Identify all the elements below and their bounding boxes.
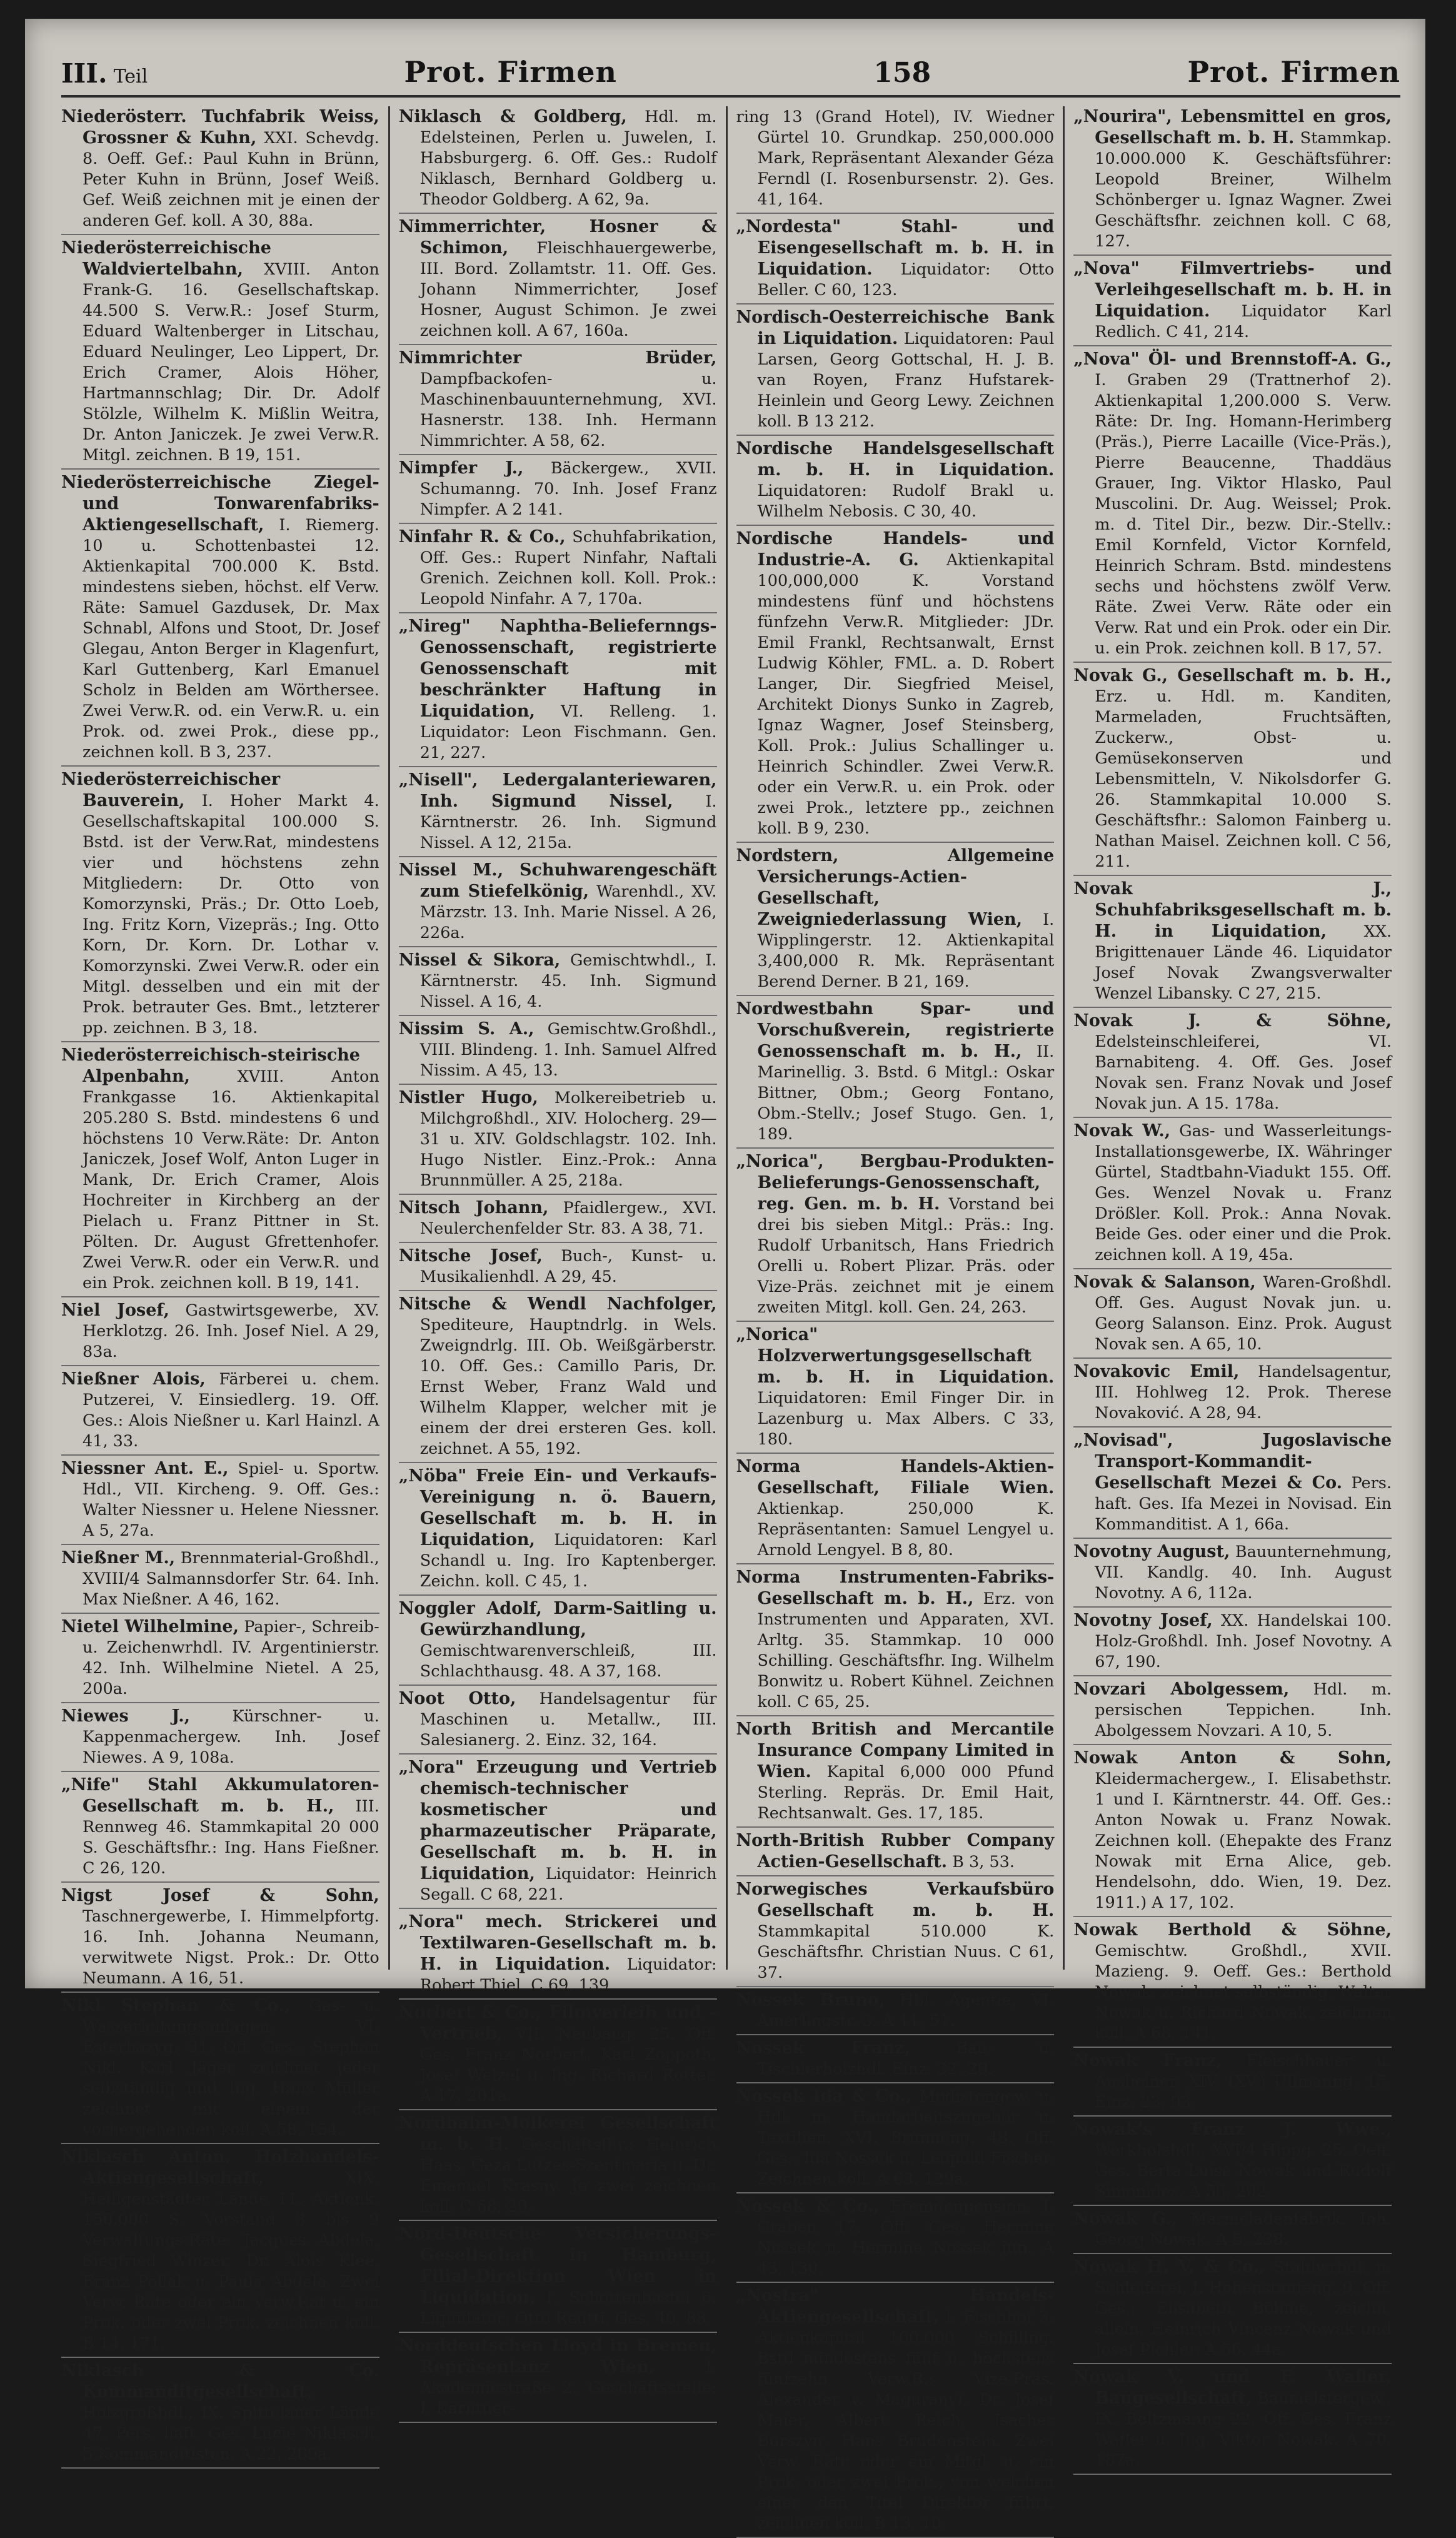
- firm-name: Novakovic Emil,: [1073, 1362, 1240, 1381]
- firm-name: Nordisch-Oesterreichische Bank in Liquidation.: [736, 308, 1055, 348]
- firm-name: Nordische Handelsgesellschaft m. b. H. in Liquidation.: [736, 439, 1055, 480]
- firm-details: VI. Relleng. 1. Liquidator: Leon Fischmann. Gen. 21, 227.: [419, 702, 717, 762]
- firm-name: „Nostra" Handels-Aktiengesellschaft,: [736, 2286, 1055, 2327]
- firm-details: Gemischtwhdl., I. Kärntnerstr. 45. Inh. Sigmund Nissel. A 16, 4.: [419, 951, 717, 1011]
- firm-details: Baumeistergew., IX. Boltzmanng 22. Off. Ges. Franz Wafler u. Ing. Viktor Nowak. A 70, 187a.: [1095, 2389, 1392, 2470]
- directory-entry: [61, 1458, 379, 1545]
- firm-details: Fleischhauergewerbe, III. Bord. Zollamtstr. 11. Off. Ges. Johann Nimmerrichter, Josef Hosner, August Schimon. Je zwei zeichnen koll. A 67, 160a.: [419, 239, 717, 340]
- firm-name: Nitsch Johann,: [398, 1198, 549, 1217]
- firm-name: Niederösterreichischer Bauverein,: [61, 770, 281, 810]
- firm-name: Niederösterreichische Ziegel- und Tonwarenfabriks-Aktiengesellschaft,: [61, 473, 379, 535]
- directory-entry: [399, 860, 717, 947]
- firm-details: Warenhdl., XV. Märzstr. 13. Inh. Marie Nissel. A 26, 226a.: [419, 882, 717, 942]
- firm-details: I. Hoher Markt 4. Gesellschaftskapital 100.000 S. Bstd. ist der Verw.Rat, mindestens vier und höchstens zehn Mitgliedern: Dr. Otto von Komorzynski, Präs.; Dr. Otto Loeb, Ing. Fritz Korn, Vizepräs.; Ing. Otto Korn, Dr. Korn. Dr. Lothar v. Komorzynski. Zwei Verw.R. oder ein Mitgl. desselben und ein mit der Prok. betrauter Ges. Bmt., letzterer pp. zeichnen. B 3, 18.: [83, 792, 379, 1037]
- firm-name: Norddeutschen Lloyd in Bremen, Repräsentanz Wien,: [398, 2336, 717, 2377]
- firm-name: Nowak Franz,: [1073, 2051, 1222, 2070]
- directory-entry: [736, 307, 1055, 436]
- column-3: [726, 106, 1063, 2533]
- directory-entry: [399, 2002, 717, 2110]
- directory-entry: [736, 1990, 1055, 2035]
- firm-details: Werkholzhdl., XVI/4 Hippg. 25. Oeff. Ges. Berta Luise Nowak und Rudolf Simonides. A 56, 202.: [1095, 2141, 1392, 2201]
- firm-name: Noot Otto,: [398, 1689, 516, 1708]
- firm-details: I. Akademiestraße 2. Geschäftsstelle: I. Kärntner-: [419, 2358, 717, 2418]
- firm-details: B 3, 53.: [952, 1853, 1015, 1871]
- firm-name: „Nisell", Ledergalanteriewaren, Inh. Sigmund Nissel,: [398, 770, 717, 811]
- directory-entry: [1073, 1120, 1392, 1269]
- directory-entry: [1073, 1541, 1392, 1608]
- firm-details: VII. Neubaug. 25. Off. Ges. Franz Norbert, Karl Zoppoth, Josef Welzel u. Ing. Richard Rotter. A 17, 201a.: [419, 2025, 717, 2105]
- firm-details: Hdl. m. Edelsteinen, Perlen u. Juwelen, I. Habsburgerg. 6. Off. Ges.: Rudolf Niklasch, Bernhard Goldberg u. Theodor Goldberg. A 62, 9a.: [419, 108, 717, 209]
- firm-details: III. Rennweg 46. Stammkapital 20 000 S. Geschäftsfhr.: Ing. Hans Fießner. C 26, 120.: [83, 1797, 379, 1878]
- firm-details: Dampfbackofen- u. Maschinenbauunternehmung, XVI. Hasnerstr. 138. Inh. Hermann Nimmrichter. A 58, 62.: [419, 370, 717, 450]
- directory-entry: [399, 1246, 717, 1291]
- firm-details: Stammkapital 510.000 K. Geschäftsfhr. Christian Nuus. C 61, 37.: [757, 1922, 1055, 1982]
- firm-name: Niklasch Anton, Holzhandels-Aktiengesellschaft,: [61, 2147, 379, 2188]
- firm-details: Gastwirtsgewerbe, XV. Herklotzg. 26. Inh. Josef Niel. A 29, 83a.: [83, 1301, 379, 1361]
- firm-name: Norbert & Co., Filmverleih und -Vertrieb,: [398, 2003, 717, 2043]
- directory-entry: [736, 1456, 1055, 1564]
- right-running-title: Prot. Firmen: [1187, 55, 1400, 89]
- firm-name: Niewes J.,: [61, 1706, 191, 1726]
- directory-entry: [61, 769, 379, 1042]
- firm-details: XVIII. Anton Frank-G. 16. Gesellschaftskap. 44.500 S. Verw.R.: Josef Sturm, Eduard Waltenberger in Litschau, Eduard Neulinger, Leo Lippert, Dr. Erich Cramer, Alois Höher, Hartmannschlag; Dir. Dr. Adolf Stölzle, Wilhelm K. Mißlin Weitra, Dr. Anton Janiczek. Je zwei Verw.R. Mitgl. zeichnen. B 19, 151.: [83, 260, 379, 465]
- firm-details: Bau- u. Tischlerholzhdl. Einz. 32. 20.: [757, 2039, 1055, 2078]
- firm-name: Nimmrichter Brüder,: [398, 348, 717, 368]
- document-page: [25, 19, 1425, 2533]
- firm-details: Liquidatoren: Karl Schandl u. Ing. Iro Kaptenberger. Zeichn. koll. C 45, 1.: [419, 1531, 717, 1591]
- firm-name: „Nova" Öl- und Brennstoff-A. G.,: [1073, 350, 1392, 369]
- firm-name: Norwegisches Verkaufsbüro Gesellschaft m. b. H.: [736, 1880, 1055, 1920]
- firm-details: Modistengew. u. Hdl. m. Handarbeitszugehör u. Textilien, XVI. Brunneng. 48. Off. Ges.: Ida Nossek u. Leopold Fischer. Zeichnen koll. A 63, 129a.: [757, 2087, 1055, 2188]
- firm-name: Niklasch & Co. Kommanditgesellschaft,: [61, 2361, 379, 2402]
- directory-entry: [399, 770, 717, 857]
- firm-details: Spiel- u. Sportw. Hdl., VII. Kircheng. 9. Off. Ges.: Walter Niessner u. Helene Niessner. A 5, 27a.: [83, 1459, 379, 1540]
- directory-entry: [736, 528, 1055, 843]
- firm-details: Fleischhauer u. Ausbeiner, XIV. (XV.) Ullmanng. 15. Einz. 23, 93.: [1095, 2052, 1392, 2112]
- firm-details: Aktienkap. 250,000 K. Repräsentanten: Samuel Lengyel u. Arnold Lengyel. B 8, 80.: [757, 1499, 1055, 1559]
- firm-details: Geschäftsfhr.: Heinrich Haas, Geza Lutzes-Szentmaria u. Dr. Emanuel Krasny. Je zwei zeichnen koll. C 68, 29.: [419, 2135, 717, 2216]
- firm-name: Nordwestbahn Spar- und Vorschußverein, registrierte Genossenschaft m. b. H.,: [736, 999, 1055, 1061]
- firm-details: I. Graben 29 (Trattnerhof 2). Aktienkapital 1,200.000 S. Verw. Räte: Dr. Ing. Homann-Herimberg (Präs.), Pierre Lacaille (Vice-Präs.), Pierre Beaucenne, Thaddäus Grauer, Ing. Viktor Hlasko, Paul Muscolini. Dr. Aug. Weissel; Prok. m. d. Titel Dir., bezw. Dir.-Stellv.: Emil Kornfeld, Victor Kornfeld, Heinrich Schram. Bstd. mindestens sechs und höchstens zwölf Verw. Räte. Zwei Verw. Räte oder ein Verw. Rat und ein Prok. oder ein Dir. u. ein Prok. zeichnen koll. B 17, 57.: [1095, 371, 1392, 658]
- firm-name: „Nourira", Lebensmittel en gros, Gesellschaft m. b. H.: [1073, 107, 1392, 148]
- firm-details: Holzgroßhdl., IX. Spittelauer Lände 47. Pers. haft. Ges. Lucie Niklasch. 5 Kommanditisten. A 22, 289a.: [83, 2404, 379, 2464]
- firm-name: Ninfahr R. & Co.,: [398, 527, 566, 546]
- firm-name: Nossek & Co.,: [736, 2197, 880, 2216]
- directory-entry: [399, 216, 717, 345]
- firm-details: Kapital 6,000 000 Pfund Sterling. Repräs. Dr. Emil Hait, Rechtsanwalt. Ges. 17, 185.: [757, 1763, 1055, 1823]
- firm-details: XX. Brigittenauer Lände 46. Liquidator Josef Novak Zwangsverwalter Wenzel Libansky. C 27, 215.: [1095, 922, 1392, 1003]
- directory-entry: [399, 526, 717, 613]
- firm-name: Norma Instrumenten-Fabriks-Gesellschaft m. b. H.,: [736, 1568, 1055, 1608]
- directory-entry: [61, 1885, 379, 1993]
- directory-entry: [1073, 1361, 1392, 1428]
- firm-name: Nord-Deutsche Versicherungs-Gesellschaft in Hamburg, Filial-Direktion Wien in Liquidation,: [398, 2224, 717, 2307]
- firm-name: Nitsche Josef,: [398, 1246, 543, 1266]
- firm-name: Novak & Salanson,: [1073, 1272, 1256, 1292]
- directory-entry: [399, 616, 717, 767]
- firm-name: Niederösterr. Tuchfabrik Weiss, Grossner & Kuhn,: [61, 107, 379, 148]
- section-marker: [61, 58, 148, 89]
- firm-details: Aktienkapital 100,000,000 K. Vorstand mindestens fünf und höchstens fünfzehn Verw.R. Mitglieder: JDr. Emil Frankl, Rechtsanwalt, Ernst Ludwig Köhler, FML. a. D. Robert Langer, Dir. Siegfried Meisel, Architekt Dionys Sunko in Zagreb, Ignaz Wagner, Josef Steinsberg, Koll. Prok.: Julius Schallinger u. Heinrich Schindler. Zwei Verw.R. oder ein Verw.R. u. ein Prok. oder zwei Prok., letztere pp., zeichnen koll. B 9, 230.: [757, 551, 1055, 838]
- directory-entry: [1073, 2050, 1392, 2117]
- directory-entry: [1073, 665, 1392, 876]
- firm-details: I. Wipplingerstr. 12. Aktienkapital 3,400,000 R. Mk. Repräsentant Berend Derner. B 21, 169.: [757, 910, 1055, 991]
- section-suffix: Teil: [113, 66, 148, 88]
- column-1: [61, 106, 388, 2464]
- directory-entry: [736, 999, 1055, 1149]
- firm-details: I. Kärntnerstr. 26. Inh. Sigmund Nissel. A 12, 215a.: [419, 792, 717, 852]
- firm-details: Taschnergewerbe, I. Himmelpfortg. 16. Inh. Johanna Neumann, verwitwete Nigst. Prok.: Dr. Otto Neumann. A 16, 51.: [83, 1907, 379, 1988]
- firm-details: Hbl. Agentie, VI. Amerlingstr. 3. A 11, 51.: [757, 1991, 1055, 2030]
- section-number: III.: [61, 58, 108, 89]
- directory-entry: [1073, 1610, 1392, 1676]
- firm-name: „Nireg" Naphtha-Beliefernngs-Genossenschaft, registrierte Genossenschaft mit beschränkter Haftung in Liquidation,: [398, 617, 717, 721]
- firm-name: Nowak V. und F. Wafler, Baugesellschaft,: [1073, 2367, 1392, 2408]
- directory-entry: [399, 1087, 717, 1195]
- column-2: [388, 106, 726, 2418]
- firm-name: Noggler Adolf, Darm-Saitling u. Gewürzhandlung,: [398, 1599, 717, 1639]
- directory-entry: [736, 2285, 1055, 2538]
- firm-name: Nordbahn-Molkerei Gesellschaft m. b. H.: [398, 2113, 717, 2154]
- firm-name: Nießner M.,: [61, 1548, 176, 1568]
- directory-entry: [1073, 1430, 1392, 1539]
- directory-entry: [399, 1197, 717, 1243]
- firm-details: Stahlwrhdl. u. Schleiferei, I. Hohenstaufeng. 9. Off. Ges.: Elisabeth Böhme, zeichn. allein, Heinrich Vincenz Nowak und Josef Pichler. A 56, 44a.: [1095, 2258, 1392, 2359]
- firm-name: Niederösterreichische Waldviertelbahn,: [61, 238, 271, 279]
- firm-name: Niklasch & Goldberg,: [398, 107, 627, 126]
- firm-name: Nossek Ida & Co.,: [736, 2087, 912, 2106]
- firm-details: Stammkap. 10.000.000 K. Geschäftsführer: Leopold Breiner, Wilhelm Schönberger u. Ignaz Wagner. Zwei Geschäftsfhr. zeichnen koll. C 68, 127.: [1095, 129, 1392, 251]
- firm-details: Gemischtw. Großhdl., XVII. Mazieng. 9. Oeff. Ges.: Berthold Nowak, zeichnet selbständig. Walter Nowak u. Richard Nowak, zeichnen koll. A 68, 141.: [1095, 1941, 1392, 2043]
- firm-details: Erz. u. Hdl. m. Kanditen, Marmeladen, Fruchtsäften, Zuckerw., Obst- u. Gemüsekonserven und Lebensmitteln, V. Nikolsdorfer G. 26. Stammkapital 10.000 S. Geschäftsfhr.: Salomon Fainberg u. Nathan Maisel. Zeichnen koll. C 56, 211.: [1095, 687, 1392, 871]
- firm-name: Novak J., Schuhfabriksgesellschaft m. b. H. in Liquidation,: [1073, 879, 1392, 941]
- directory-entry: [736, 1151, 1055, 1322]
- firm-name: Nimmerrichter, Hosner & Schimon,: [398, 217, 717, 258]
- directory-entry: [399, 1466, 717, 1596]
- firm-details: Liquidatoren: Emil Finger Dir. in Lazenburg u. Max Albers. C 33, 180.: [757, 1389, 1055, 1449]
- directory-entry: [1073, 1920, 1392, 2048]
- directory-entry: [736, 2196, 1055, 2283]
- directory-entry: [1073, 1748, 1392, 1917]
- firm-name: Niessner Ant. E.,: [61, 1459, 229, 1478]
- directory-entry: [736, 1830, 1055, 1876]
- firm-name: Nowak Berthold & Söhne,: [1073, 1920, 1392, 1940]
- directory-entry: [399, 2335, 717, 2423]
- directory-entry: [1073, 2257, 1392, 2364]
- directory-entry: [399, 1911, 717, 2000]
- firm-name: Nowak H. V. & Co.,: [1073, 2257, 1265, 2277]
- directory-entry: [61, 238, 379, 470]
- firm-name: „Norica", Bergbau-Produkten-Belieferungs-Genossenschaft, reg. Gen. m. b. H.: [736, 1152, 1055, 1214]
- firm-details: Liquidator: Heinrich Segall. C 68, 221.: [419, 1865, 717, 1904]
- directory-entry: [61, 1995, 379, 2144]
- firm-details: Edelsteinschleiferei, VI. Barnabiteng. 4. Off. Ges. Josef Novak sen. Franz Novak und Josef Novak jun. A 15. 178a.: [1095, 1032, 1392, 1113]
- directory-entry: [1073, 1272, 1392, 1359]
- directory-entry: [399, 1688, 717, 1755]
- firm-details: Spediteure, Hauptndrlg. in Wels. Zweigndrlg. III. Ob. Weißgärberstr. 10. Off. Ges.: Camillo Paris, Dr. Ernst Weber, Franz Wald und Wilhelm Klapper, welcher mit je einem der drei ersteren Ges. koll. zeichnet. A 55, 192.: [419, 1316, 717, 1458]
- firm-name: Nossek Franz,: [736, 2038, 910, 2058]
- firm-details: Molkereibetrieb u. Milchgroßhdl., XIV. Holocherg. 29—31 u. XIV. Goldschlagstr. 102. Inh. Hugo Nistler. Einz.-Prok.: Anna Brunnmüller. A 25, 218a.: [419, 1089, 717, 1190]
- directory-entry: [1073, 349, 1392, 663]
- firm-details: Pfaidlergew., XVI. Neulerchenfelder Str. 83. A 38, 71.: [419, 1199, 717, 1238]
- directory-entry: [399, 950, 717, 1016]
- firm-details: Liquidatoren: Rudolf Brakl u. Wilhelm Nebosis. C 30, 40.: [757, 481, 1055, 521]
- firm-details: XVIII. Anton Frankgasse 16. Aktienkapital 205.280 S. Bstd. mindestens 6 und höchstens 10 Verw.Räte: Dr. Anton Janiczek, Josef Wolf, Anton Luger in Mank, Dr. Erich Cramer, Alois Hochreiter in Kirchberg an der Pielach u. Franz Pittner in St. Pölten. Dr. August Gfrettenhofer. Zwei Verw.R. oder ein Verw.R. und ein Prok. zeichnen koll. B 19, 141.: [83, 1067, 379, 1292]
- directory-entry: [399, 2223, 717, 2333]
- firm-details: I. Fischhof 3. Aktienkapital 100.000 Schilling. Bstd mindestens fünf u. höchstens fünfzehn Verw.R.: Vize-Präs. Alexander v. Maguranyi, Dr. Josef Maier, Albert Reich, Isacher Burszyn, Hans Brudenstein. Zwei Verw. Räte oder ein Mitgl. u. ein Prok. oder zwei Prok., von welchen einer den Titel Direktor führt, zeichnen koll. B 13, 10.: [757, 2308, 1055, 2533]
- firm-details: I. Schottenbastei 6. Liquidator: Otto Reutti, Ges. 40, 88.: [419, 2289, 717, 2328]
- firm-name: „Norica" Holzverwertungsgesellschaft m. b. H. in Liquidation.: [736, 1325, 1055, 1387]
- firm-name: Nossek Bruno,: [736, 1990, 885, 2010]
- firm-name: Nigst Josef & Sohn,: [61, 1886, 379, 1905]
- directory-entry: [736, 1879, 1055, 1987]
- firm-details: XXI. Schevdg. 8. Oeff. Gef.: Paul Kuhn in Brünn, Peter Kuhn in Brünn, Josef Weiß. Gef. Weiß zeichnen mit je einen der anderen Gef. koll. A 30, 88a.: [83, 129, 379, 230]
- directory-entry: [399, 1294, 717, 1463]
- firm-name: Nissel & Sikora,: [398, 950, 561, 970]
- firm-name: North-British Rubber Company Actien-Gesellschaft.: [736, 1831, 1055, 1871]
- directory-entry: [61, 2147, 379, 2358]
- firm-details: Kleidermachergew., I. Elisabethstr. 1 und I. Kärntnerstr. 44. Off. Ges.: Anton Nowak u. Franz Nowak. Zeichnen koll. (Ehepakte des Franz Nowak mit Erna Alice, geb. Hendelsohn, ddo. Wien, 19. Dez. 1911.) A 17, 102.: [1095, 1770, 1392, 1912]
- directory-entry: [399, 1598, 717, 1686]
- firm-name: Nießner Alois,: [61, 1369, 206, 1389]
- directory-entry: [1073, 106, 1392, 256]
- directory-entry: [736, 1324, 1055, 1454]
- directory-entry: [1073, 1010, 1392, 1118]
- firm-name: Novotny Josef,: [1073, 1611, 1213, 1630]
- firm-details: Gas- und Wasserleitungs-Installationsgewerbe, IX. Währinger Gürtel, Stadtbahn-Viadukt 155. Off. Ges. Wenzel Novak u. Franz Drößler. Koll. Prok.: Anna Novak. Beide Ges. oder einer und die Prok. zeichnen koll. A 19, 45a.: [1095, 1122, 1392, 1264]
- firm-details: Brennmaterial-Großhdl., XVIII/4 Salmannsdorfer Str. 64. Inh. Max Nießner. A 46, 162.: [83, 1549, 379, 1609]
- firm-name: Novak W.,: [1073, 1121, 1171, 1141]
- directory-entry: [736, 2038, 1055, 2083]
- firm-details: Liquidatoren: Paul Larsen, Georg Gottschal, H. J. B. van Royen, Franz Hufstarek-Heinlein und Georg Lewy. Zeichnen koll. B 13 212.: [757, 330, 1055, 431]
- directory-columns: [61, 106, 1400, 2533]
- directory-entry: [736, 106, 1055, 214]
- column-4: [1063, 106, 1400, 2470]
- directory-entry: [736, 845, 1055, 996]
- firm-name: „Nora" mech. Strickerei und Textilwaren-Gesellschaft m. b. H. in Liquidation.: [398, 1912, 717, 1974]
- directory-entry: [1073, 879, 1392, 1008]
- directory-entry: [1073, 2119, 1392, 2206]
- firm-name: „Novisad", Jugoslavische Transport-Kommandit-Gesellschaft Mezei & Co.: [1073, 1431, 1392, 1493]
- firm-details: Marmeladenfabrik. Inh. Georg Nowak. A 5, 238.: [1095, 2210, 1392, 2249]
- firm-details: XX. Handelskai 100. Holz-Großhdl. Inh. Josef Novotny. A 67, 190.: [1095, 1611, 1392, 1671]
- directory-entry: [1073, 258, 1392, 346]
- firm-name: Nordstern, Allgemeine Versicherungs-Actien-Gesellschaft, Zweigniederlassung Wien,: [736, 846, 1055, 929]
- firm-name: Nissel M., Schuhwarengeschäft zum Stiefelkönig,: [398, 860, 717, 901]
- firm-name: Niederösterreichisch-steirische Alpenbahn,: [61, 1045, 360, 1086]
- firm-name: Norma Handels-Aktien-Gesellschaft, Filiale Wien.: [736, 1457, 1055, 1498]
- firm-name: North British and Mercantile Insurance Company Limited in Wien.: [736, 1720, 1055, 1781]
- directory-entry: [736, 438, 1055, 526]
- directory-entry: [61, 1706, 379, 1772]
- firm-details: Buch-, Kunst- u. Musikalienhdl. A 29, 45.: [419, 1247, 717, 1286]
- directory-entry: [736, 216, 1055, 305]
- firm-details: Schuhfabrikation, Off. Ges.: Rupert Ninfahr, Naftali Grenich. Zeichnen koll. Koll. Prok.: Leopold Ninfahr. A 7, 170a.: [419, 528, 717, 608]
- directory-entry: [61, 1369, 379, 1456]
- firm-details: Handelsagentur für Maschinen u. Metallw., III. Salesianerg. 2. Einz. 32, 164.: [419, 1689, 717, 1750]
- firm-name: „Nöba" Freie Ein- und Verkaufs-Vereinigung n. ö. Bauern, Gesellschaft m. b. H. in Liquidation,: [398, 1466, 717, 1549]
- directory-entry: [399, 348, 717, 455]
- firm-name: Novzari Abolgessem,: [1073, 1679, 1290, 1699]
- directory-entry: [1073, 1679, 1392, 1745]
- directory-entry: [399, 1757, 717, 1909]
- firm-details: Papier-, Schreib- u. Zeichenwrhdl. IV. Argentinierstr. 42. Inh. Wilhelmine Nietel. A 25, 200a.: [83, 1618, 379, 1698]
- directory-entry: [399, 106, 717, 214]
- directory-entry: [1073, 2367, 1392, 2475]
- firm-name: Novak G., Gesellschaft m. b. H.,: [1073, 666, 1392, 685]
- firm-details: Liquidator: Otto Beller. C 60, 123.: [757, 260, 1055, 300]
- firm-name: Nowak G.,: [1073, 2209, 1178, 2228]
- directory-entry: [736, 1719, 1055, 1828]
- firm-name: „Nife" Stahl Akkumulatoren-Gesellschaft m. b. H.,: [61, 1775, 379, 1816]
- directory-entry: [61, 1616, 379, 1703]
- firm-name: Nietel Wilhelmine,: [61, 1617, 239, 1636]
- firm-name: „Nordesta" Stahl- und Eisengesellschaft m. b. H. in Liquidation.: [736, 217, 1055, 279]
- directory-entry: [61, 1775, 379, 1883]
- firm-name: „Nora" Erzeugung und Vertrieb chemisch-technischer kosmetischer und pharmazeutischer Präparate, Gesellschaft m. b. H. in Liquidation,: [398, 1758, 717, 1883]
- firm-details: Pers. haft. Ges. Ifa Mezei in Novisad. Ein Kommanditist. A 1, 66a.: [1095, 1474, 1392, 1534]
- page-number: 158: [873, 57, 931, 89]
- directory-entry: [1073, 2208, 1392, 2254]
- firm-details: XIX. Heiligenstädter Lände 11. Aktienk. 150.000 S. Vorstand 3 bis 9 Verwaltungs-Räte: Jacques Abdela, Siegfried Winzer, Dr. Alois Klee, Franz Pollak u. Paula Abdela. Zwei Verw. Räte oder ein Verw.Rat u. ein Prok. oder zwei Prok. zeichnen koll. B 14, 171.: [83, 2169, 379, 2353]
- firm-name: Novak J. & Söhne,: [1073, 1011, 1392, 1030]
- firm-details: Fremdenpension, I. Graben 17. Off. Ges. Hermine Nossek u. Hermine Nossek jun. A 43, 130.: [757, 2197, 1055, 2278]
- firm-details: I. Riemerg. 10 u. Schottenbastei 12. Aktienkapital 700.000 K. Bstd. mindestens sieben, höchst. elf Verw. Räte: Samuel Gazdusek, Dr. Max Schnabl, Alfons und Stoot, Dr. Josef Glegau, Anton Berger in Klagenfurt, Karl Guttenberg, Karl Emanuel Scholz in Belden am Wörthersee. Zwei Verw.R. od. ein Verw.R. u. ein Prok. od. zwei Prok., diese pp., zeichnen koll. B 3, 237.: [83, 516, 379, 762]
- firm-name: Nimpfer J.,: [398, 458, 524, 478]
- firm-details: II. Marinellig. 3. Bstd. 6 Mitgl.: Oskar Bittner, Obm.; Georg Fontano, Obm.-Stellv.; Josef Stugo. Gen. 1, 189.: [757, 1042, 1055, 1144]
- firm-details: Liquidator Karl Redlich. C 41, 214.: [1095, 302, 1392, 341]
- firm-name: Nordische Handels- und Industrie-A. G.: [736, 529, 1055, 570]
- firm-details: Gemischtw.Großhdl., VIII. Blindeng. 1. Inh. Samuel Alfred Nissim. A 45, 13.: [419, 1020, 717, 1080]
- firm-details: Liquidator: Robert Thiel. C 69, 139.: [419, 1955, 717, 1995]
- firm-details: Bauunternehmung, VII. Kandlg. 40. Inh. August Novotny. A 6, 112a.: [1095, 1543, 1392, 1603]
- firm-name: Niel Josef,: [61, 1301, 169, 1320]
- firm-details: Gemischtwarenverschleiß, III. Schlachthausg. 48. A 37, 168.: [419, 1641, 717, 1681]
- directory-entry: [399, 2113, 717, 2221]
- firm-details: ring 13 (Grand Hotel), IV. Wiedner Gürtel 10. Grundkap. 250,000.000 Mark, Repräsentant Alexander Géza Ferndl (I. Rosenbursenstr. 2). Ges. 41, 164.: [736, 108, 1055, 209]
- left-running-title: Prot. Firmen: [404, 55, 618, 89]
- directory-entry: [736, 2086, 1055, 2193]
- directory-entry: [61, 2360, 379, 2469]
- directory-entry: [61, 1045, 379, 1297]
- firm-name: Nowak Anton & Sohn,: [1073, 1748, 1392, 1768]
- directory-entry: [736, 1567, 1055, 1716]
- directory-entry: [61, 472, 379, 767]
- firm-details: Waren-Großhdl. Off. Ges. August Novak jun. u. Georg Salanson. Einz. Prok. August Novak sen. A 65, 10.: [1095, 1273, 1392, 1354]
- firm-name: Novotny August,: [1073, 1542, 1230, 1561]
- directory-entry: [399, 1019, 717, 1085]
- directory-entry: [61, 1548, 379, 1614]
- firm-details: Vorstand bei drei bis sieben Mitgl.: Präs.: Ing. Rudolf Urbanitsch, Hans Friedrich Orelli u. Robert Plizar. Präs. oder Vize-Präs. zeichnet mit je einem zweiten Mitgl. koll. Gen. 24, 263.: [757, 1195, 1055, 1317]
- firm-name: Nissim S. A.,: [398, 1019, 535, 1039]
- firm-details: Hdl. m. persischen Teppichen. Inh. Abolgessem Novzari. A 10, 5.: [1095, 1680, 1392, 1740]
- firm-details: Handelsagentur, III. Hohlweg 12. Prok. Therese Novaković. A 28, 94.: [1095, 1362, 1392, 1423]
- firm-name: „Nova" Filmvertriebs- und Verleihgesellschaft m. b. H. in Liquidation.: [1073, 259, 1392, 321]
- firm-name: Nitsche & Wendl Nachfolger,: [398, 1294, 717, 1314]
- firm-name: Nowak's Franz J. Wwe.,: [1073, 2120, 1392, 2139]
- directory-entry: [61, 106, 379, 235]
- firm-details: Färberei u. chem. Putzerei, V. Einsiedlerg. 19. Off. Ges.: Alois Nießner u. Karl Hainzl. A 41, 33.: [83, 1370, 379, 1451]
- firm-name: Nikl Stephan & Co.,: [61, 1996, 291, 2015]
- firm-details: Kürschner- u. Kappenmachergew. Inh. Josef Niewes. A 9, 108a.: [83, 1707, 379, 1767]
- firm-details: Gas- u. Wasserleitungsanlagen, VI. Esterhazyg. 31. Off. Ges.: Stephan Nikl, Karl Jäger zeichnet jeder selbständig und Ing. Hans Müller zeichnet mit einem der vorhergehenden koll. A 58, 154.: [83, 1997, 379, 2139]
- page-header: [61, 44, 1400, 98]
- firm-details: Erz. von Instrumenten und Apparaten, XVI. Arltg. 35. Stammkap. 10 000 Schilling. Geschäftsfhr. Ing. Wilhelm Bonwitz u. Robert Kühnel. Zeichnen koll. C 65, 25.: [757, 1589, 1055, 1711]
- firm-details: Bäckergew., XVII. Schumanng. 70. Inh. Josef Franz Nimpfer. A 2 141.: [419, 459, 717, 519]
- firm-name: Nistler Hugo,: [398, 1088, 538, 1107]
- directory-entry: [61, 1300, 379, 1366]
- directory-entry: [399, 458, 717, 524]
